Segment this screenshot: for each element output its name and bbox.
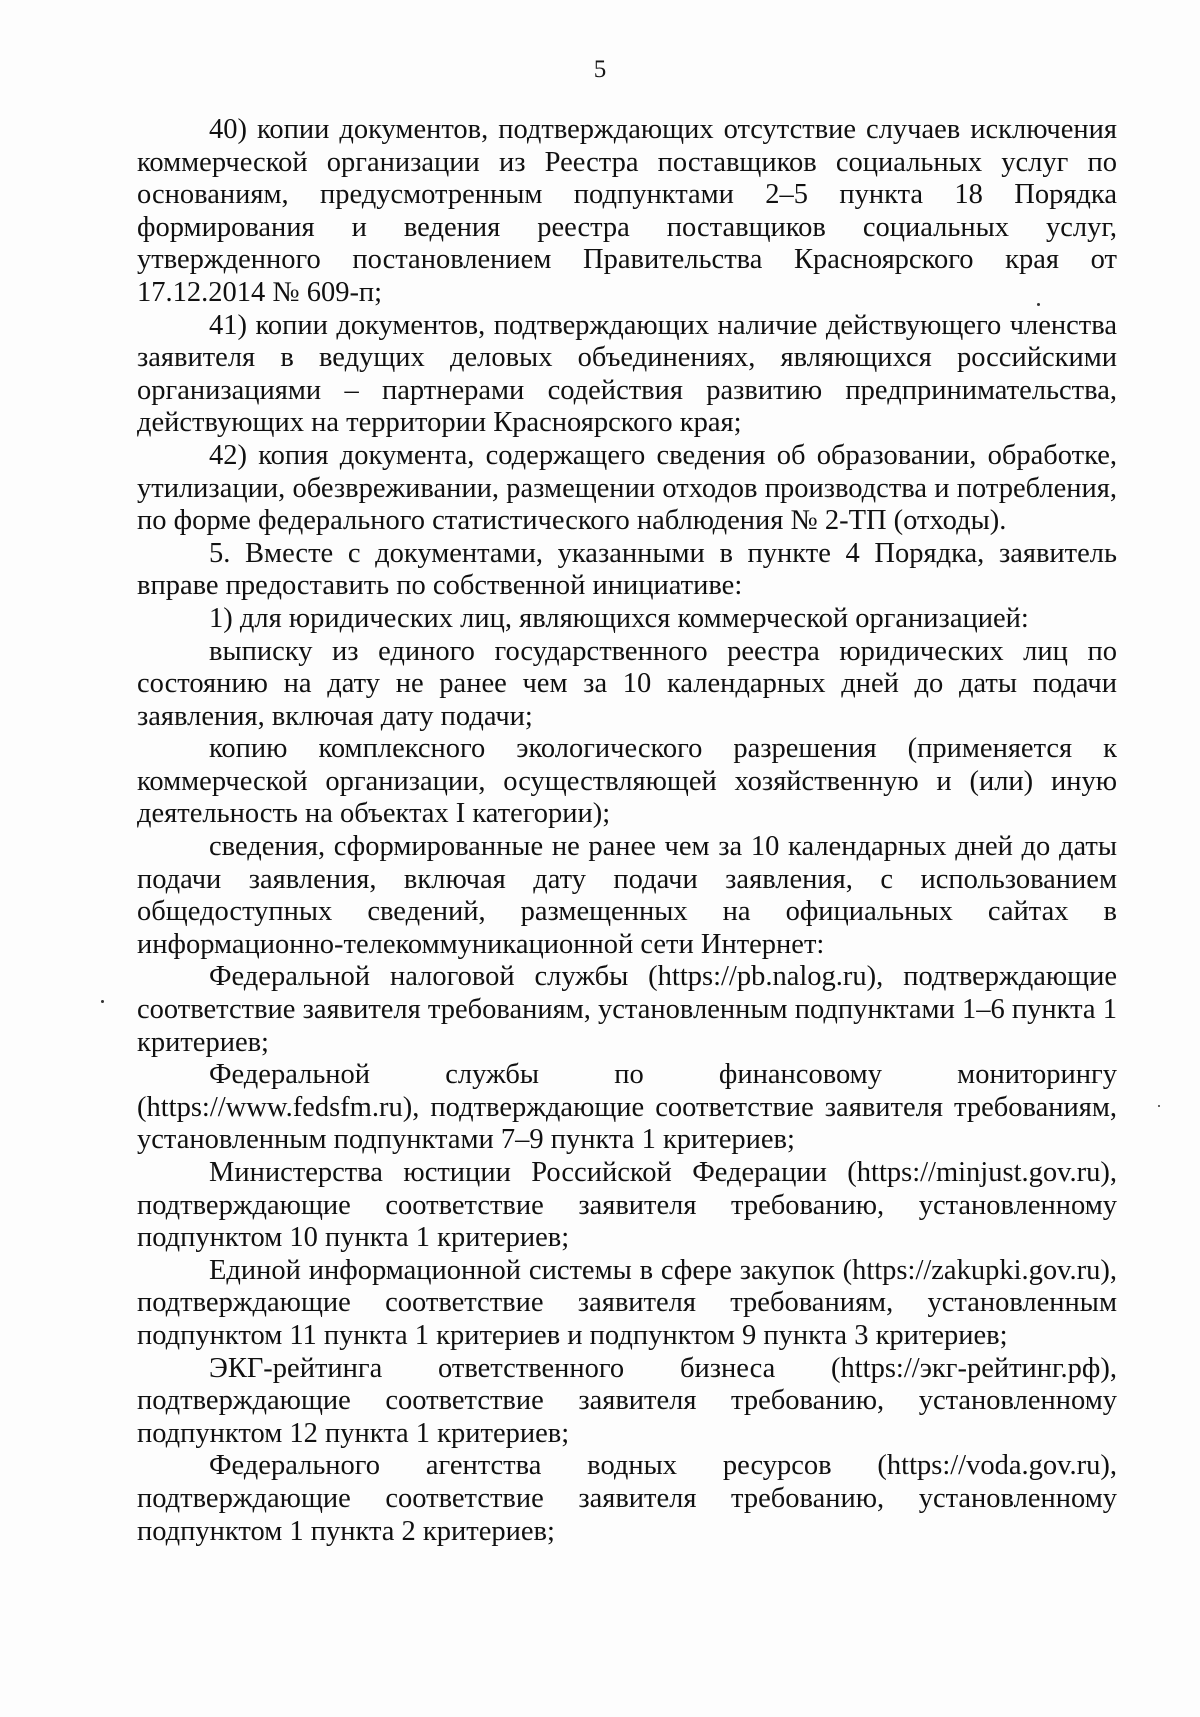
paragraph-clause-5: 5. Вместе с документами, указанными в пункте 4 Порядка, заявитель вправе предоставить по собственной инициативе: (137, 537, 1117, 602)
paragraph-zakupki: Единой информационной системы в сфере закупок (https://zakupki.gov.ru), подтверждающие соответствие заявителя требованиям, установленным подпунктом 11 пункта 1 критериев и подпунктом 9 пункта 3 критериев; (137, 1254, 1117, 1351)
paragraph-ekg-rating: ЭКГ-рейтинга ответственного бизнеса (https://экг-рейтинг.рф), подтверждающие соответствие заявителя требованию, установленному подпунктом 12 пункта 1 критериев; (137, 1352, 1117, 1449)
scan-speck (1158, 1105, 1160, 1107)
paragraph-fns: Федеральной налоговой службы (https://pb.nalog.ru), подтверждающие соответствие заявителя требованиям, установленным подпунктами 1–6 пункта 1 критериев; (137, 961, 1117, 1058)
paragraph-eco-permit: копию комплексного экологического разрешения (применяется к коммерческой организации, осуществляющей хозяйственную и (или) иную деятельность на объектах I категории); (137, 733, 1117, 830)
paragraph-item-41: 41) копии документов, подтверждающих наличие действующего членства заявителя в ведущих деловых объединениях, являющихся российскими организациями – партнерами содействия развитию предпринимательства, действующих на территории Красноярского края; (137, 309, 1117, 439)
paragraph-item-40: 40) копии документов, подтверждающих отсутствие случаев исключения коммерческой организации из Реестра поставщиков социальных услуг по основаниям, предусмотренным подпунктами 2–5 пункта 18 Порядка формирования и ведения реестра поставщиков социальных услуг, утвержденного постановлением Правительства Красноярского края от 17.12.2014 № 609-п; (137, 114, 1117, 308)
scan-speck (101, 1000, 104, 1003)
page-number: 5 (593, 56, 607, 83)
paragraph-item-42: 42) копия документа, содержащего сведения об образовании, обработке, утилизации, обезвреживании, размещении отходов производства и потребления, по форме федерального статистического наблюдения № 2-ТП (отходы). (137, 439, 1117, 537)
paragraph-fedsfm: Федеральной службы по финансовому мониторингу (https://www.fedsfm.ru), подтверждающие соответствие заявителя требованиям, установленным подпунктами 7–9 пункта 1 критериев; (137, 1059, 1117, 1156)
paragraph-subclause-1: 1) для юридических лиц, являющихся коммерческой организацией: (209, 602, 1029, 634)
scan-speck (1037, 303, 1040, 306)
paragraph-public-info: сведения, сформированные не ранее чем за 10 календарных дней до даты подачи заявления, включая дату подачи заявления, с использованием общедоступных сведений, размещенных на официальных сайтах в информационно-телекоммуникационной сети Интернет: (137, 831, 1117, 960)
paragraph-voda: Федерального агентства водных ресурсов (https://voda.gov.ru), подтверждающие соответствие заявителя требованию, установленному подпунктом 1 пункта 2 критериев; (137, 1450, 1117, 1547)
paragraph-egrul-extract: выписку из единого государственного реестра юридических лиц по состоянию на дату не ранее чем за 10 календарных дней до даты подачи заявления, включая дату подачи; (137, 635, 1117, 732)
paragraph-minjust: Министерства юстиции Российской Федерации (https://minjust.gov.ru), подтверждающие соответствие заявителя требованию, установленному подпунктом 10 пункта 1 критериев; (137, 1157, 1117, 1254)
document-body (137, 114, 1117, 1548)
